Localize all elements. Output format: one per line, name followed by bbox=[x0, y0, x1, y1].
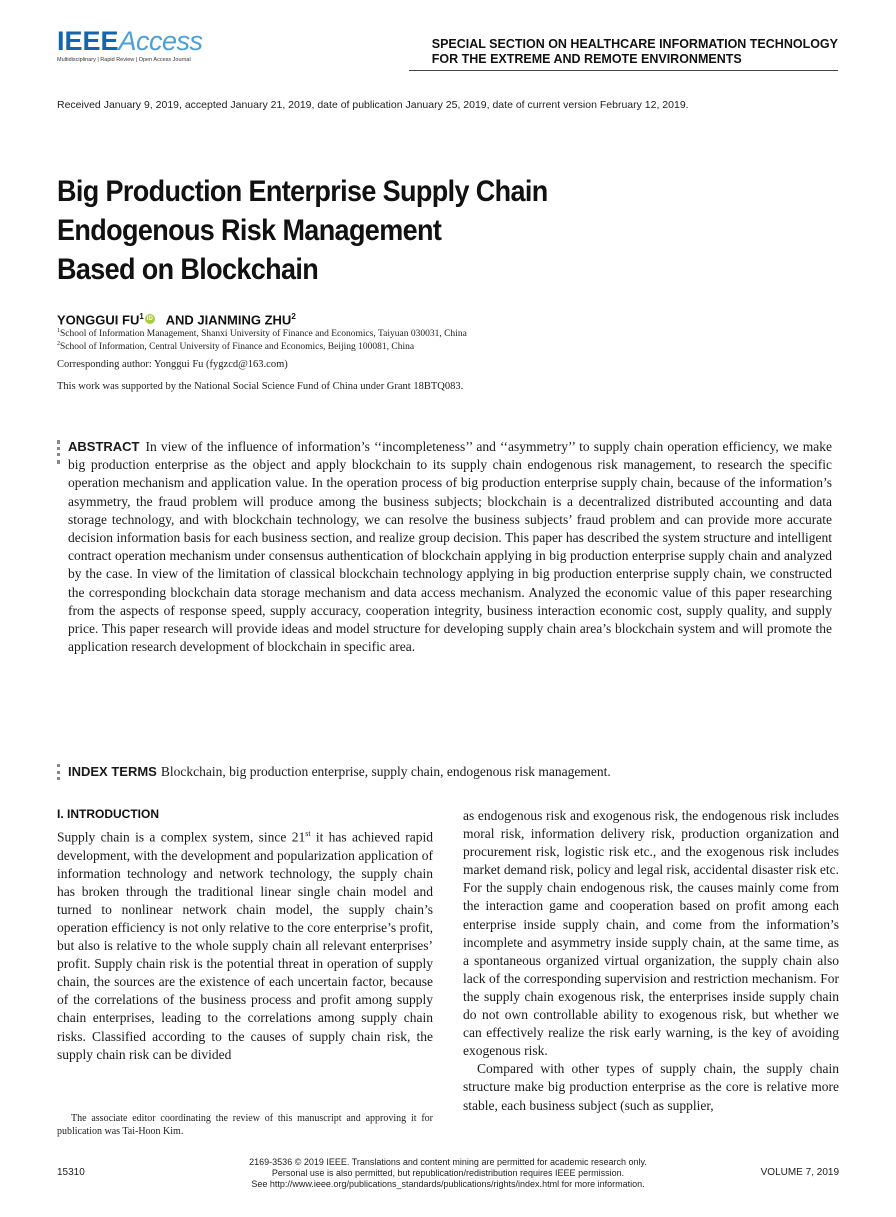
intro-paragraph-1-continued: as endogenous risk and exogenous risk, the endogenous risk includes moral risk, information delivery risk, production organization and procurement risk, logistic risk etc., and the exogenous risk includes market demand risk, policy and legal risk, accidental disaster risk etc. For the supply chain endogenous risk, the causes mainly come from the interaction game and cooperation based on profit among each enterprise inside supply chain, and come from the information’s incomplete and asymmetry inside supply chain, at the same time, as a spontaneous organized virtual organization, the supply chain also lack of the corresponding supervision and restriction mechanism. For the supply chain exogenous risk, the enterprises inside supply chain do not own controllable ability to exogenous risk, but whether we can effectively realize the risk early warning, is the key of avoiding exogenous risk. bbox=[463, 808, 839, 1059]
volume-info: VOLUME 7, 2019 bbox=[760, 1167, 839, 1178]
index-terms-marker bbox=[57, 764, 63, 780]
abstract-label: ABSTRACT bbox=[68, 439, 140, 454]
affiliation-2: $^2$School of Information, Central University of Finance and Economics, Beijing 100081, China bbox=[57, 341, 415, 353]
author-2-name: AND JIANMING ZHU bbox=[165, 312, 292, 328]
logo-ieee-text: IEEE bbox=[57, 26, 119, 56]
index-terms-text: Blockchain, big production enterprise, supply chain, endogenous risk management. bbox=[160, 764, 611, 779]
corresponding-author: Corresponding author: Yonggui Fu (fygzcd@163.com) bbox=[57, 359, 288, 370]
editor-footnote: The associate editor coordinating the review of this manuscript and approving it for publication was Tai-Hoon Kim. bbox=[57, 1113, 433, 1137]
journal-logo bbox=[57, 27, 203, 63]
author-1-affiliation-mark: 1 bbox=[139, 312, 144, 321]
header-divider bbox=[409, 70, 838, 71]
author-list bbox=[57, 312, 296, 327]
intro-paragraph-2: Compared with other types of supply chain, the supply chain structure make big production enterprise as the core is relative more stable, each business subject (such as supplier, bbox=[463, 1061, 839, 1113]
index-terms bbox=[68, 764, 832, 780]
abstract-marker bbox=[57, 440, 63, 464]
title-line-2: Endogenous Risk Management bbox=[57, 214, 442, 247]
paper-title bbox=[57, 172, 777, 289]
copyright-line-3: See http://www.ieee.org/publications_standards/publications/rights/index.html for more information. bbox=[251, 1179, 645, 1189]
index-terms-label: INDEX TERMS bbox=[68, 764, 157, 779]
title-line-1: Big Production Enterprise Supply Chain bbox=[57, 175, 548, 208]
copyright-line-2: Personal use is also permitted, but republication/redistribution requires IEEE permission. bbox=[271, 1168, 625, 1178]
copyright-line-1: 2169-3536 © 2019 IEEE. Translations and content mining are permitted for academic research only. bbox=[249, 1157, 647, 1167]
affiliation-1: $^1$School of Information Management, Shanxi University of Finance and Economics, Taiyuan 030031, China bbox=[57, 328, 467, 340]
funding-statement: This work was supported by the National Social Science Fund of China under Grant 18BTQ083. bbox=[57, 381, 464, 392]
abstract bbox=[68, 438, 832, 656]
orcid-icon[interactable]: iD bbox=[146, 316, 153, 323]
logo-tagline: Multidisciplinary | Rapid Review | Open Access Journal bbox=[57, 57, 191, 63]
intro-paragraph-1: Supply chain is a complex system, since 21st it has achieved rapid development, with the development and popularization application of information technology and network technology, the supply chain has broken through the traditional linear single chain model and turned to nonlinear network chain model, the supply chain’s operation efficiency is not only relative to the core enterprise’s profit, but also is relative to the whole supply chain all relevant enterprises’ profit. Supply chain risk is the potential threat in operation of supply chain, the sources are the existence of each uncertain factor, because of the correlations of the business process and profit among supply chain enterprises, leading to the correlations among supply chain risks. Classified according to the causes of supply chain risk, the supply chain risk can be divided bbox=[57, 829, 433, 1062]
logo-access-text: Access bbox=[118, 26, 203, 56]
received-dates: Received January 9, 2019, accepted January 21, 2019, date of publication January 25, 2019, date of current version February 12, 2019. bbox=[57, 99, 689, 111]
left-column bbox=[57, 825, 433, 1064]
author-2-affiliation-mark: 2 bbox=[291, 312, 296, 321]
page-number: 15310 bbox=[57, 1167, 85, 1178]
section-title-line2: FOR THE EXTREME AND REMOTE ENVIRONMENTS bbox=[431, 52, 742, 66]
author-1-name: YONGGUI FU bbox=[57, 312, 140, 328]
abstract-text: In view of the influence of information’s ‘‘incompleteness’’ and ‘‘asymmetry’’ to supply chain operation efficiency, we make big production enterprise as the object and apply blockchain to its supply chain endogenous risk management, to research the specific operation mechanism and application value. In the operation process of big production enterprise supply chain, because of the information’s asymmetry, the fraud problem will produce among the business subjects; blockchain is a decentralized distributed accounting and data storage technology, and with blockchain technology, we can resolve the business subjects’ fraud problem and can provide more accurate decision information basis for each business section, and realize group decision. This paper has described the system structure and intelligent contract operation mechanism under consensus authentication of blockchain applying in big production enterprise supply chain and analyzed by the case. In view of the limitation of classical blockchain technology applying in big production enterprise supply chain, we constructed the corresponding blockchain data storage mechanism and data access mechanism. Analyzed the economic value of this paper researching from the aspects of response speed, supply accuracy, cooperation integrity, business interaction economic cost, supply quality, and supply price. This paper research will provide ideas and model structure for developing supply chain area’s blockchain system and will promote the application research development of blockchain in specific area. bbox=[68, 439, 832, 655]
section-title-line1: SPECIAL SECTION ON HEALTHCARE INFORMATION TECHNOLOGY bbox=[431, 37, 838, 51]
section-heading-introduction: I. INTRODUCTION bbox=[57, 807, 159, 821]
copyright-notice bbox=[160, 1157, 736, 1190]
right-column bbox=[463, 807, 839, 1115]
special-section-title bbox=[432, 37, 838, 67]
title-line-3: Based on Blockchain bbox=[57, 253, 319, 286]
